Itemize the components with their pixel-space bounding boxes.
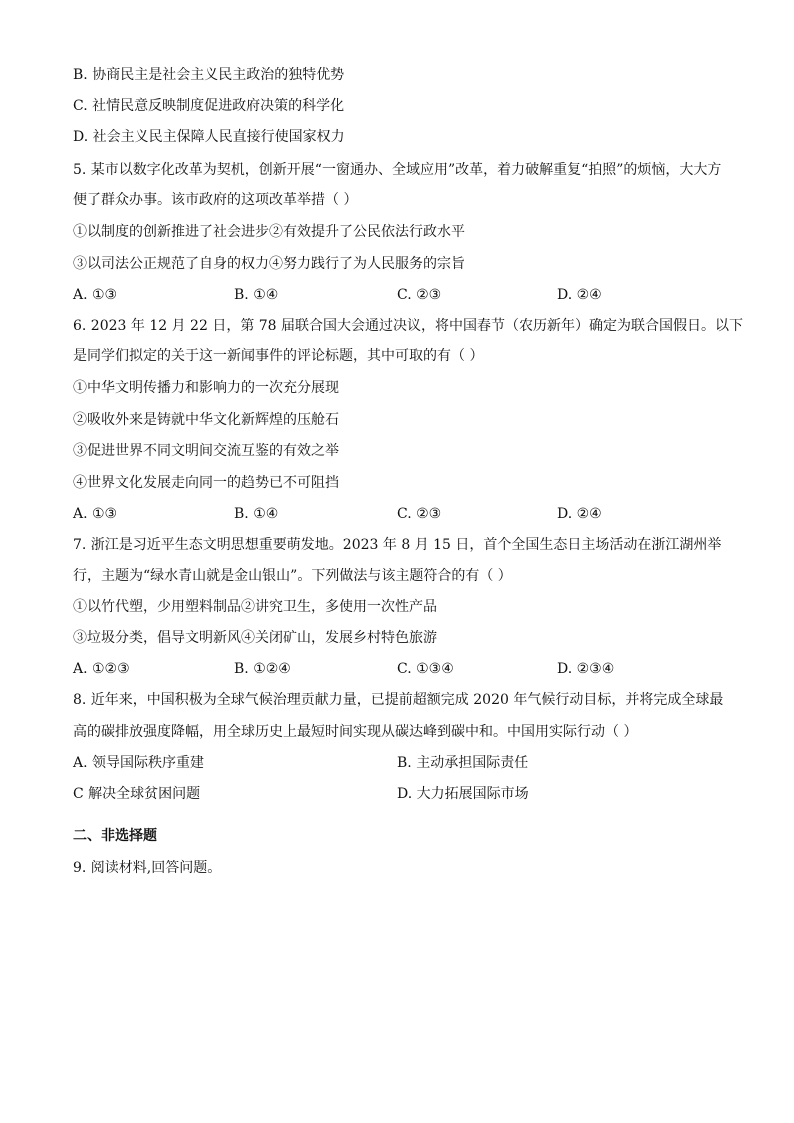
q8-stem-line-1: 8. 近年来，中国积极为全球气候治理贡献力量，已提前超额完成 2020 年气候行动目标，并将完成全球最 [73,692,724,708]
q8-option-a: A. 领导国际秩序重建 [73,755,205,771]
q6-option-b: B. ①④ [234,506,279,522]
q5-stem-line-1: 5. 某市以数字化改革为契机，创新开展“一窗通办、全域应用”改革，着力破解重复“拍照”的烦恼，大大方 [73,162,722,178]
q5-item-line-2: ③以司法公正规范了自身的权力④努力践行了为人民服务的宗旨 [73,256,465,272]
q7-stem-line-2: 行，主题为“绿水青山就是金山银山”。下列做法与该主题符合的有（ ） [73,568,512,584]
q6-stem-line-2: 是同学们拟定的关于这一新闻事件的评论标题，其中可取的有（ ） [73,348,484,364]
q5-option-c: C. ②③ [397,287,442,303]
q6-item-2: ②吸收外来是铸就中华文化新辉煌的压舱石 [73,412,339,428]
q6-option-a: A. ①③ [73,506,118,522]
q6-option-c: C. ②③ [397,506,442,522]
q7-item-line-2: ③垃圾分类，倡导文明新风④关闭矿山，发展乡村特色旅游 [73,630,437,646]
q6-item-4: ④世界文化发展走向同一的趋势已不可阻挡 [73,475,339,491]
q7-option-c: C. ①③④ [397,661,454,677]
q7-option-a: A. ①②③ [73,661,130,677]
q5-stem-line-2: 便了群众办事。该市政府的这项改革举措（ ） [73,192,358,208]
option-b: B. 协商民主是社会主义民主政治的独特优势 [73,67,345,83]
q7-stem-line-1: 7. 浙江是习近平生态文明思想重要萌发地。2023 年 8 月 15 日，首个全国生态日主场活动在浙江湖州举 [73,537,722,553]
q6-option-d: D. ②④ [557,506,602,522]
q8-stem-line-2: 高的碳排放强度降幅，用全球历史上最短时间实现从碳达峰到碳中和。中国用实际行动（ ） [73,724,638,740]
q5-option-a: A. ①③ [73,287,118,303]
section-heading: 二、非选择题 [73,828,157,844]
q8-option-b: B. 主动承担国际责任 [397,755,529,771]
q5-option-b: B. ①④ [234,287,279,303]
q8-option-c: C 解决全球贫困问题 [73,786,201,802]
q6-item-1: ①中华文明传播力和影响力的一次充分展现 [73,380,339,396]
q7-option-d: D. ②③④ [557,661,615,677]
q5-option-d: D. ②④ [557,287,602,303]
q8-option-d: D. 大力拓展国际市场 [397,786,529,802]
q9-stem: 9. 阅读材料,回答问题。 [73,860,222,876]
q5-item-line-1: ①以制度的创新推进了社会进步②有效提升了公民依法行政水平 [73,224,465,240]
option-d: D. 社会主义民主保障人民直接行使国家权力 [73,129,345,145]
option-c: C. 社情民意反映制度促进政府决策的科学化 [73,98,345,114]
q6-stem-line-1: 6. 2023 年 12 月 22 日，第 78 届联合国大会通过决议，将中国春节（农历新年）确定为联合国假日。以下 [73,318,744,334]
q7-option-b: B. ①②④ [234,661,291,677]
q6-item-3: ③促进世界不同文明间交流互鉴的有效之举 [73,443,339,459]
q7-item-line-1: ①以竹代塑，少用塑料制品②讲究卫生，多使用一次性产品 [73,599,437,615]
